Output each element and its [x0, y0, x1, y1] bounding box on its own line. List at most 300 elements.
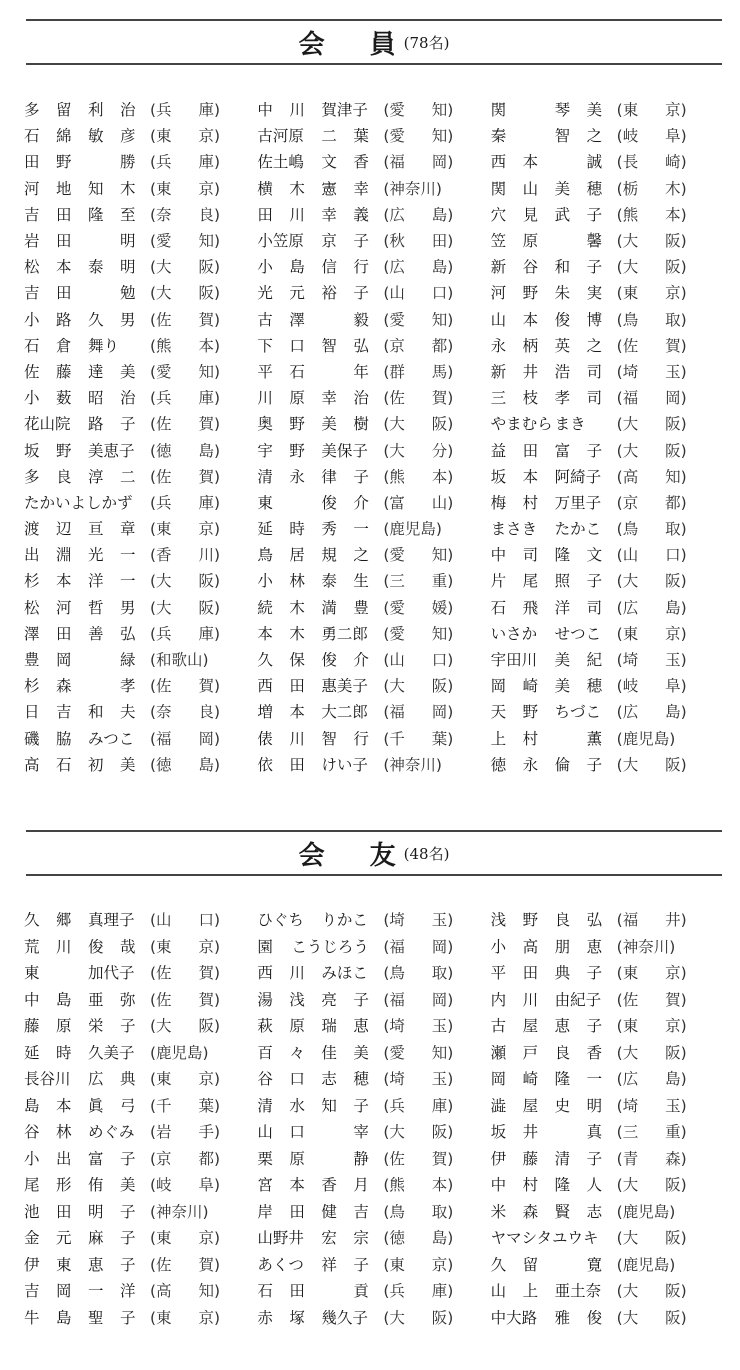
surname: 中大路: [490, 1308, 538, 1327]
given-name: 孝: [554, 389, 571, 408]
given-name: 隆: [554, 546, 571, 565]
member-name: [491, 257, 617, 277]
surname: 野: [56, 153, 72, 172]
member-name: [491, 126, 617, 146]
surname: 新: [490, 362, 507, 381]
list-item: [257, 257, 490, 277]
given-name: ちづこ: [554, 703, 602, 722]
surname: 小: [490, 937, 507, 956]
given-name: 至: [120, 205, 136, 224]
surname: 屋: [522, 1096, 539, 1115]
prefecture: (愛 知): [383, 546, 454, 565]
list-item: [491, 1175, 724, 1195]
surname: 坂: [490, 1123, 507, 1142]
member-name: [257, 1096, 383, 1116]
given-name: 久: [88, 310, 104, 329]
given-name: 秀: [321, 520, 337, 539]
full-name: ヤマシタユウキ: [490, 1229, 599, 1248]
surname: 笠: [490, 232, 507, 251]
member-name: [24, 702, 150, 722]
prefecture: (大 阪): [616, 1308, 687, 1327]
name-row: [24, 385, 724, 411]
prefecture: (広 島): [616, 1070, 687, 1089]
given-name: 子: [353, 467, 369, 486]
member-name: [24, 231, 150, 251]
surname: 田: [522, 441, 539, 460]
given-name: 実: [586, 284, 603, 303]
given-name: 恵: [353, 1017, 369, 1036]
given-name: 子: [120, 1229, 136, 1248]
prefecture: (埼 玉): [616, 362, 687, 381]
prefecture: (埼 玉): [383, 1070, 454, 1089]
member-name: [257, 650, 383, 670]
list-item: [257, 1202, 490, 1222]
given-name: 子: [586, 755, 603, 774]
given-name: 子: [353, 990, 369, 1009]
surname: 日: [24, 703, 40, 722]
list-item: [491, 1043, 724, 1063]
surname: 田: [56, 232, 72, 251]
list-item: [257, 1281, 490, 1301]
surname: 保: [289, 651, 305, 670]
list-item: [491, 624, 724, 644]
surname: 岡: [490, 1070, 507, 1089]
member-name: [257, 414, 383, 434]
surname: 辺: [56, 520, 72, 539]
surname: 形: [56, 1176, 72, 1195]
member-name: [24, 990, 150, 1010]
surname: 木: [289, 598, 305, 617]
given-name: 栄: [88, 1017, 104, 1036]
surname: 尾: [522, 572, 539, 591]
given-name: 典: [120, 1070, 136, 1089]
given-name: 月: [353, 1176, 369, 1195]
given-name: 紀: [586, 651, 603, 670]
given-name: 吉: [353, 1202, 369, 1221]
given-name: 治: [120, 101, 136, 120]
prefecture: (青 森): [616, 1149, 687, 1168]
surname: 小: [24, 1149, 40, 1168]
surname: 久: [257, 651, 273, 670]
section-title-members: 会 員: [298, 29, 414, 60]
given-name: 賀津子: [321, 101, 368, 120]
list-item: [491, 1202, 724, 1222]
prefecture: (千 葉): [383, 729, 454, 748]
given-name: 之: [353, 546, 369, 565]
given-name: 俊: [321, 651, 337, 670]
prefecture: (神奈川): [150, 1202, 209, 1221]
given-name: 裕: [321, 284, 337, 303]
name-row: [24, 1225, 724, 1252]
prefecture: (和歌山): [150, 651, 209, 670]
section-title-friends: 会 友: [298, 840, 414, 871]
surname: 田: [522, 964, 539, 983]
member-name: [24, 1096, 150, 1116]
list-item: [24, 1175, 257, 1195]
member-name: [24, 1228, 150, 1248]
prefecture: (愛 知): [383, 127, 454, 146]
list-item: [491, 571, 724, 591]
list-item: [257, 100, 490, 120]
member-name: [257, 937, 383, 957]
surname: 吉: [24, 205, 40, 224]
surname: 松: [24, 598, 40, 617]
member-name: [24, 1149, 150, 1169]
given-name: 京: [321, 232, 337, 251]
surname: 田: [289, 755, 305, 774]
surname: 依: [257, 755, 273, 774]
list-item: [491, 755, 724, 775]
member-name: [24, 676, 150, 696]
given-name: 香: [321, 1176, 337, 1195]
surname: 石: [289, 362, 305, 381]
given-name: 豊: [353, 598, 369, 617]
prefecture: (埼 玉): [616, 651, 687, 670]
member-name-list: [24, 97, 724, 778]
surname: 崎: [522, 677, 539, 696]
surname: 野: [522, 284, 539, 303]
prefecture: (秋 田): [383, 232, 454, 251]
list-item: [24, 1228, 257, 1248]
list-item: [24, 414, 257, 434]
prefecture: (奈 良): [150, 205, 220, 224]
prefecture: (東 京): [616, 964, 687, 983]
list-item: [257, 388, 490, 408]
surname: 益: [490, 441, 507, 460]
list-item: [24, 519, 257, 539]
surname: 天: [490, 703, 507, 722]
surname: 豊: [24, 651, 40, 670]
surname: 小: [24, 389, 40, 408]
given-name: 司: [586, 362, 603, 381]
surname: 田: [56, 284, 72, 303]
given-name: 文: [321, 153, 337, 172]
surname: 淵: [56, 546, 72, 565]
surname: 岸: [257, 1202, 273, 1221]
list-item: [24, 1255, 257, 1275]
prefecture: (愛 知): [383, 101, 454, 120]
given-name: 宗: [353, 1229, 369, 1248]
list-item: [491, 414, 724, 434]
given-name: 賢: [554, 1202, 571, 1221]
given-name: 香: [586, 1043, 603, 1062]
given-name: 典: [554, 964, 571, 983]
surname: 川: [56, 937, 72, 956]
member-name: [24, 493, 150, 513]
given-name: 一: [120, 572, 136, 591]
surname: 森: [522, 1202, 539, 1221]
list-item: [491, 963, 724, 983]
given-name: 泰: [321, 572, 337, 591]
prefecture: (三 重): [383, 572, 454, 591]
given-name: せつこ: [554, 624, 602, 643]
list-item: [257, 910, 490, 930]
prefecture: (福 岡): [383, 703, 454, 722]
surname: 東: [24, 964, 40, 983]
given-name: 真: [586, 1123, 603, 1142]
prefecture: (東 京): [616, 284, 687, 303]
surname: 坂: [24, 441, 40, 460]
list-item: [24, 937, 257, 957]
list-item: [491, 702, 724, 722]
member-name: [24, 1016, 150, 1036]
surname: 石: [24, 127, 40, 146]
list-item: [24, 1043, 257, 1063]
surname: 石: [56, 755, 72, 774]
given-name: 智: [554, 127, 571, 146]
surname: 多: [24, 467, 40, 486]
name-row: [24, 907, 724, 934]
list-item: [491, 1308, 724, 1328]
surname: 田: [56, 624, 72, 643]
surname: 川: [289, 101, 305, 120]
prefecture: (広 島): [383, 258, 454, 277]
list-item: [257, 336, 490, 356]
surname: 東: [257, 493, 273, 512]
prefecture: (愛 知): [383, 310, 454, 329]
given-name: 聖: [88, 1308, 104, 1327]
list-item: [24, 1016, 257, 1036]
prefecture: (兵 庫): [383, 1096, 454, 1115]
name-row: [24, 673, 724, 699]
given-name: 子: [353, 284, 369, 303]
given-name: 子: [120, 1017, 136, 1036]
prefecture: (東 京): [383, 1255, 454, 1274]
prefecture: (東 京): [150, 179, 220, 198]
list-item: [257, 1228, 490, 1248]
name-row: [24, 228, 724, 254]
surname: 宇田川: [490, 651, 538, 670]
member-name: [491, 519, 617, 539]
given-name: 美: [554, 651, 571, 670]
member-section-header: [26, 19, 722, 65]
list-item: [24, 388, 257, 408]
surname: 崎: [522, 1070, 539, 1089]
prefecture: (兵 庫): [150, 153, 220, 172]
surname: 原: [289, 1149, 305, 1168]
surname: 居: [289, 546, 305, 565]
given-name: 俊: [321, 493, 337, 512]
given-name: 子: [353, 232, 369, 251]
given-name: 律: [321, 467, 337, 486]
member-name: [24, 729, 150, 749]
name-row: [24, 1093, 724, 1120]
given-name: 誠: [586, 153, 603, 172]
member-name: [24, 310, 150, 330]
given-name: 博: [586, 310, 603, 329]
given-name: 子: [120, 1149, 136, 1168]
given-name: 章: [120, 520, 136, 539]
given-name: 武: [554, 205, 571, 224]
list-item: [24, 257, 257, 277]
member-name: [491, 1149, 617, 1169]
given-name: たかこ: [554, 520, 602, 539]
surname: 野: [522, 911, 539, 930]
surname: 百: [257, 1043, 273, 1062]
given-name: 俊: [554, 310, 571, 329]
given-name: 夫: [120, 703, 136, 722]
surname: 宇: [257, 441, 273, 460]
member-name: [491, 650, 617, 670]
surname: 内: [490, 990, 507, 1009]
given-name: 行: [353, 258, 369, 277]
name-row: [24, 542, 724, 568]
given-name: 美恵子: [88, 441, 135, 460]
list-item: [491, 283, 724, 303]
surname: 林: [56, 1123, 72, 1142]
list-item: [491, 336, 724, 356]
given-name: 恵: [554, 1017, 571, 1036]
prefecture: (佐 賀): [616, 990, 687, 1009]
surname: 本: [56, 1096, 72, 1115]
prefecture: (大 阪): [616, 415, 687, 434]
member-name: [257, 336, 383, 356]
surname: 口: [289, 336, 305, 355]
prefecture: (福 岡): [150, 729, 220, 748]
list-item: [491, 231, 724, 251]
prefecture: (佐 賀): [383, 389, 454, 408]
name-row: [24, 960, 724, 987]
list-item: [257, 362, 490, 382]
given-name: 智: [321, 336, 337, 355]
surname: 佐土嶋: [257, 153, 304, 172]
surname: いさか: [490, 624, 538, 643]
list-item: [257, 545, 490, 565]
friend-name-list: [24, 907, 724, 1331]
list-item: [24, 729, 257, 749]
surname: 木: [289, 624, 305, 643]
prefecture: (大 阪): [150, 572, 220, 591]
surname: 地: [56, 179, 72, 198]
name-row: [24, 1252, 724, 1279]
member-name: [257, 441, 383, 461]
surname: 塚: [289, 1308, 305, 1327]
name-row: [24, 934, 724, 961]
given-name: 貢: [353, 1282, 369, 1301]
list-item: [257, 1069, 490, 1089]
given-name: 之: [586, 127, 603, 146]
list-item: [491, 257, 724, 277]
name-row: [24, 699, 724, 725]
surname: 平: [490, 964, 507, 983]
surname: 本: [522, 310, 539, 329]
member-name: [24, 179, 150, 199]
surname: 石: [24, 336, 40, 355]
surname: 関: [490, 179, 507, 198]
given-name: みつこ: [88, 729, 135, 748]
surname: 伊: [24, 1255, 40, 1274]
list-item: [257, 152, 490, 172]
given-name: 美: [554, 179, 571, 198]
given-name: 美: [554, 677, 571, 696]
name-row: [24, 1172, 724, 1199]
list-item: [24, 755, 257, 775]
prefecture: (富 山): [383, 493, 454, 512]
surname: 澁: [490, 1096, 507, 1115]
surname: 永: [490, 336, 507, 355]
surname: 浅: [289, 990, 305, 1009]
member-name: [24, 100, 150, 120]
list-item: [491, 388, 724, 408]
given-name: 佳: [321, 1043, 337, 1062]
list-item: [491, 467, 724, 487]
list-item: [24, 100, 257, 120]
list-item: [24, 179, 257, 199]
member-name: [257, 362, 383, 382]
surname: 戸: [522, 1043, 539, 1062]
member-name: [257, 1043, 383, 1063]
list-item: [257, 702, 490, 722]
surname: 池: [24, 1202, 40, 1221]
surname: 高: [522, 937, 539, 956]
surname: 栗: [257, 1149, 273, 1168]
member-name: [257, 1175, 383, 1195]
name-row: [24, 280, 724, 306]
given-name: 和: [88, 703, 104, 722]
name-row: [24, 752, 724, 778]
list-item: [24, 910, 257, 930]
surname: 渡: [24, 520, 40, 539]
list-item: [491, 310, 724, 330]
prefecture: (東 京): [150, 1308, 220, 1327]
surname: 秦: [490, 127, 507, 146]
surname: 河: [490, 284, 507, 303]
surname: 枝: [522, 389, 539, 408]
given-name: 一: [120, 546, 136, 565]
prefecture: (鳥 取): [616, 310, 687, 329]
surname: 本: [56, 258, 72, 277]
surname: まさき: [490, 520, 538, 539]
member-name: [491, 441, 617, 461]
given-name: 弥: [120, 990, 136, 1009]
member-name: [257, 910, 383, 930]
list-item: [24, 152, 257, 172]
given-name: 子: [120, 415, 136, 434]
list-item: [24, 283, 257, 303]
list-item: [257, 441, 490, 461]
prefecture: (大 阪): [616, 1043, 687, 1062]
list-item: [491, 729, 724, 749]
prefecture: (山 口): [150, 911, 220, 930]
list-item: [491, 100, 724, 120]
given-name: 明: [88, 1202, 104, 1221]
member-name: [491, 1069, 617, 1089]
list-item: [491, 126, 724, 146]
prefecture: (東 京): [150, 520, 220, 539]
given-name: 生: [353, 572, 369, 591]
list-item: [257, 1149, 490, 1169]
prefecture: (大 阪): [616, 1282, 687, 1301]
given-name: 路: [88, 415, 104, 434]
surname: 時: [56, 1043, 72, 1062]
given-name: 弘: [353, 336, 369, 355]
given-name: 阿綺子: [554, 467, 602, 486]
surname: 金: [24, 1229, 40, 1248]
name-row: [24, 359, 724, 385]
given-name: 男: [120, 310, 136, 329]
list-item: [257, 1043, 490, 1063]
member-name: [257, 100, 383, 120]
prefecture: (大 阪): [616, 1229, 687, 1248]
prefecture: (鳥 取): [383, 1202, 454, 1221]
surname: 郷: [56, 911, 72, 930]
given-name: 麻: [88, 1229, 104, 1248]
surname: 上: [490, 729, 507, 748]
prefecture: (大 阪): [616, 572, 687, 591]
member-name: [24, 388, 150, 408]
prefecture: (佐 賀): [150, 677, 220, 696]
prefecture: (大 阪): [150, 284, 220, 303]
